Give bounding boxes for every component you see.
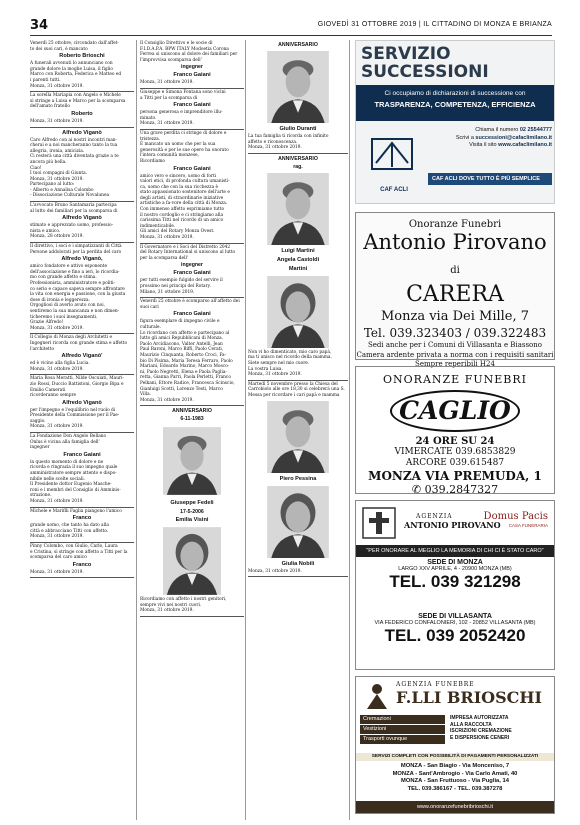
ad-pirovano-carera[interactable] xyxy=(355,212,555,368)
deceased-name: Alfredo Viganò xyxy=(62,129,102,136)
notice-text: Pinny Colombo, con Giulio, Carlo, Laura xyxy=(30,543,118,549)
notice-date: 17-5-2006 xyxy=(180,509,204,516)
notice-text: ingegner xyxy=(30,445,50,451)
obituary-notice xyxy=(30,334,134,375)
portrait-photo xyxy=(267,51,329,123)
notice-text: dell'amato fratello xyxy=(30,104,70,110)
obituary-notice xyxy=(30,508,134,543)
obituary-notice xyxy=(248,40,348,154)
ad-brioschi[interactable] xyxy=(355,676,555,814)
deceased-name: Franco Gaiani xyxy=(173,102,211,109)
notice-text: Non vi ho dimenticato, mio caro papà, xyxy=(248,349,332,355)
obituary-notice xyxy=(140,89,244,130)
notice-place-date: Monza, 31 ottobre 2019. xyxy=(30,534,84,540)
notice-place-date: Monza, 31 ottobre 2019. xyxy=(30,366,84,372)
column-divider xyxy=(245,40,246,820)
ad-service: Vestizioni xyxy=(360,725,445,734)
notice-text: ticheremo i suoi insegnamenti. xyxy=(30,314,98,320)
notice-text: per la scomparsa dell' xyxy=(140,255,189,261)
obituary-notice xyxy=(30,433,134,508)
notice-text: amico fondatore e attivo esponente xyxy=(30,264,108,270)
notice-text: Il Consiglio Direttivo e le socie di xyxy=(140,41,213,46)
notice-text: figura esemplare di impegno civile e xyxy=(140,319,220,325)
page-header xyxy=(30,18,552,36)
ad-brand: CAF ACLI xyxy=(432,176,458,182)
obituary-notice xyxy=(30,375,134,433)
notice-place-date: Monza, 31 ottobre 2019. xyxy=(140,608,194,614)
notice-text: artistiche a fa-vore della città di Monza. xyxy=(140,201,228,207)
ad-text: ISCRIZIONI CREMAZIONE xyxy=(450,728,512,734)
notice-text: Il Governatore e i Soci del Distretto 2042 xyxy=(140,244,231,250)
ad-address: MONZA VIA PREMUDA, 1 xyxy=(368,469,542,483)
notice-text: il nostro cordoglio e ci stringiamo alla xyxy=(140,212,224,218)
notice-text: ca, uomo che con la sua ricchezza è xyxy=(140,184,219,190)
deceased-name: Angela Castoldi xyxy=(276,256,320,263)
notice-place-date: Monza, 31 ottobre 2019. xyxy=(248,568,302,574)
ad-text: SERVIZI COMPLETI CON POSSIBILITÀ DI PAGAMENTI PERSONALIZZATI xyxy=(356,753,554,761)
ad-text: Visita il sito xyxy=(469,142,497,148)
ad-address: LARGO XXV APRILE, 4 - 20900 MONZA (MB) xyxy=(398,566,512,572)
notice-text: ancora più bella. xyxy=(30,159,67,165)
notice-date: 6-11-1983 xyxy=(180,416,204,423)
notice-text: co serio e capace sapeva sempre affrontare xyxy=(30,286,125,292)
deceased-name: Giulio Duranti xyxy=(279,126,317,132)
column-divider xyxy=(136,40,137,820)
notice-text: ricorderanno sempre xyxy=(30,393,77,399)
notice-text: carissima Titti nel ricordo di un amico xyxy=(140,218,224,224)
date-line: GIOVEDÌ 31 OTTOBRE 2019 | IL CITTADINO DI MONZA E BRIANZA xyxy=(317,21,552,28)
notice-text: dell'associazione e fino a ieri, lo ricordia- xyxy=(30,269,120,275)
notice-text: ed è vicino alla figlia Lucia. xyxy=(30,361,90,367)
ad-text: AGENZIA FUNEBRE xyxy=(396,681,475,688)
notice-title: rag. xyxy=(293,163,303,170)
ad-text: Chiama il numero xyxy=(475,127,519,133)
notice-text: mo con grande affetto e stima. xyxy=(30,275,97,281)
ad-caglio[interactable] xyxy=(355,366,555,494)
deceased-name: Franco Gaiani xyxy=(173,165,211,172)
obituary-column-1 xyxy=(30,40,134,820)
notice-text: persona generosa e imprenditore illu- xyxy=(140,110,223,116)
ad-address: MONZA - San Fruttuoso - Via Puglia, 14 xyxy=(401,778,509,784)
ad-header xyxy=(396,681,542,707)
notice-text: grande dolore la moglie Luisa, il figlio xyxy=(30,66,113,72)
notice-text: La Fondazione Don Angelo Bellano xyxy=(30,434,107,440)
notice-text: Onlus è vicina alla famiglia dell' xyxy=(30,439,100,445)
notice-text: Professionista, amministratore e politi- xyxy=(30,281,116,286)
notice-text: Ricordiamo xyxy=(140,158,166,164)
deceased-name: Franco xyxy=(72,561,92,568)
ad-address: Monza via Dei Mille, 7 xyxy=(380,309,530,324)
notice-text: La sorella Mariapia con Angelo e Michele xyxy=(30,93,121,99)
notice-text: prossimo nei principi del Rotary. xyxy=(140,284,211,289)
ad-text: di xyxy=(450,265,460,276)
notice-place-date: Monza, 31 ottobre 2019. xyxy=(140,397,194,403)
ad-banner xyxy=(356,85,554,121)
ad-text: CASA FUNERARIA xyxy=(508,523,548,528)
notice-place-date: Monza, 31 ottobre 2019. xyxy=(30,325,84,331)
deceased-name: Piero Pessina xyxy=(279,475,317,482)
ad-text: E DISPERSIONE CENERI xyxy=(450,734,510,741)
ad-phone: ARCORE 039.615487 xyxy=(405,458,505,468)
notice-text: ricorda e ringrazia il suo impegno quale xyxy=(30,465,118,471)
ad-text: Scrivi a xyxy=(455,134,474,141)
notice-text: Persone addolorati per la perdita del caro xyxy=(30,249,122,255)
deceased-name: Franco Gaiani xyxy=(63,451,101,458)
cross-logo-icon xyxy=(362,507,396,539)
notice-place-date: Monza, 31 ottobre 2019. xyxy=(30,176,84,182)
notice-text: strazione. xyxy=(30,493,52,499)
notice-text: si stringe a Luisa e Marco per la scomparsa xyxy=(30,98,126,104)
deceased-name: Alfredo Viganò xyxy=(62,215,102,222)
notice-place-date: Monza, 31 ottobre 2019. xyxy=(30,83,84,89)
notice-text: nista e amico. xyxy=(30,228,61,234)
notice-text: lutto gli amici Repubblicani di Monza. xyxy=(140,336,224,342)
notice-text: I tuoi compagni di Giunta. xyxy=(30,171,88,177)
deceased-name: Giuseppe Fedeli xyxy=(170,500,214,507)
ad-addresses xyxy=(356,763,554,793)
ad-text: Sedi anche per i Comuni di Villasanta e Biassono xyxy=(367,341,542,349)
ad-text: Ci occupiamo di dichiarazioni di successione con xyxy=(384,90,526,97)
page-number: 34 xyxy=(30,18,49,33)
notice-text: - Alberto e Annalisa Colombo xyxy=(30,187,94,193)
notice-text: allegria, ironia, amicizia. xyxy=(30,148,85,154)
notice-text: e Cristina, si stringe con affetto a Titti per la xyxy=(30,549,128,555)
ad-phone: 02 25544777 xyxy=(519,127,552,133)
obituary-notice xyxy=(140,406,244,617)
notice-heading: ANNIVERSARIO xyxy=(278,42,318,48)
deceased-name: Franco xyxy=(72,515,92,522)
deceased-name: Alfredo Viganò xyxy=(62,399,102,406)
notice-text: L'avvocato Bruno Santamaria partecipa xyxy=(30,203,117,209)
notice-place-date: Monza, 31 ottobre 2019. xyxy=(140,80,194,86)
notice-text: to dei suoi cari, è mancato xyxy=(30,46,88,52)
notice-heading: ANNIVERSARIO xyxy=(172,408,212,415)
acli-logo-icon xyxy=(370,133,414,177)
notice-place-date: Monza, 31 ottobre 2019. xyxy=(30,499,84,504)
notice-text: città e abbracciano Titti con affetto. xyxy=(30,528,109,534)
ad-phone: TEL. 039.386167 - TEL. 039.387278 xyxy=(407,785,503,792)
ad-brand: Domus Pacis xyxy=(483,511,548,522)
notice-text: Il Collegio di Monza degli Architetti e xyxy=(30,335,112,341)
notice-text: Grazie Alfredo! xyxy=(30,320,64,326)
notice-place-date: Monza, 31 ottobre 2019. xyxy=(248,372,302,378)
notice-text: amico vero e sincero, uomo di forti xyxy=(140,173,217,179)
notice-text: Paolo Arcidiacono, Valter Antelli, Jean xyxy=(140,341,223,347)
notice-text: retta, Gianna Parri, Paola Perletti, Franco xyxy=(140,375,231,381)
notice-text: Villa. xyxy=(140,392,152,398)
notice-text: scomparsa del caro amico xyxy=(30,555,87,561)
notice-text: per tutti esempio fulgido del servire il xyxy=(140,278,223,284)
deceased-name: Franco Gaiani xyxy=(173,311,211,318)
notice-text: ma ti unisco nel ricordo della mamma. xyxy=(248,355,332,361)
notice-text: Ci resterà una città diventata grazie a te xyxy=(30,154,119,160)
ad-text: AGENZIA xyxy=(416,513,453,520)
notice-text: generosità e per le sue opere ha onorato xyxy=(140,147,229,153)
ad-header xyxy=(356,501,554,543)
angel-logo-icon xyxy=(364,681,390,711)
ad-title: CARERA xyxy=(406,282,504,307)
notice-text: indimenticabile. xyxy=(140,223,176,229)
notice-text: Paul Baroni, Marco Biffi, Paolo Cerati, xyxy=(140,347,224,353)
notice-text: Partecipano al lutto: xyxy=(30,182,75,188)
ad-office xyxy=(356,613,554,646)
ad-agenzia-pirovano[interactable] xyxy=(355,500,555,670)
ad-address: MONZA - San Biagio - Via Monceniso, 7 xyxy=(400,763,510,769)
deceased-name: Giulia Nobili xyxy=(281,560,315,567)
portrait-photo xyxy=(267,276,329,348)
ad-address: VIA FEDERICO CONFALONIERI, 102 - 20852 VILLASANTA (MB) xyxy=(374,620,536,626)
obituary-notice xyxy=(140,40,244,89)
ad-service: Trasporti ovunque xyxy=(360,735,445,744)
ad-phone: TEL. 039 321298 xyxy=(389,572,521,591)
notice-text: la vita con energia e passione, con la giusta xyxy=(30,292,126,298)
notice-text: valori etici, di profonda cultura umanisti- xyxy=(140,179,230,185)
notice-text: ni, Paolo Negretti, Elena e Paola Paglia- xyxy=(140,369,227,375)
obituary-notice xyxy=(30,40,134,92)
notice-text: Maria Rosa Meratti, Nilde Oscuiati, Mauri- xyxy=(30,376,124,382)
obituary-column-3 xyxy=(248,40,348,820)
notice-text: Ciao! xyxy=(30,165,42,171)
deceased-name: Franco Gaiani xyxy=(173,270,211,277)
ad-office xyxy=(356,559,554,592)
ad-contact xyxy=(436,127,552,150)
portrait-photo xyxy=(267,173,329,245)
ad-text: Camera ardente privata a norma con i requisiti sanitari xyxy=(356,350,554,359)
notice-text: minato. xyxy=(140,115,157,121)
notice-text: culturale. xyxy=(140,324,161,330)
notice-place-date: Monza, 31 ottobre 2019. xyxy=(248,145,302,151)
notice-text: Una grave perdita ci stringe di dolore e xyxy=(140,130,227,136)
notice-text: Ferrea si uniscono al dolore dei familiari per xyxy=(140,52,238,58)
notice-text: Gli amici del Rotary Monza Ovest. xyxy=(140,229,215,235)
notice-place-date: Monza, 31 ottobre 2019. xyxy=(30,424,84,430)
notice-text: roni e i membri del Consiglio di Amminis- xyxy=(30,487,121,493)
notice-text: per l'impegno e l'equilibrio nel ruolo di xyxy=(30,407,116,413)
notice-text: al lutto dei familiari per la scomparsa di xyxy=(30,208,118,214)
notice-text: Con immenso affetto esprimiamo tutto xyxy=(140,207,225,213)
notice-text: l'architetto xyxy=(30,346,55,352)
notice-text: nibile nelle scelte sociali. xyxy=(30,476,85,482)
ad-title: SUCCESSIONI xyxy=(361,62,489,82)
column-divider xyxy=(349,40,350,820)
obituary-notice xyxy=(30,243,134,334)
ad-text: IMPRESA AUTORIZZATA xyxy=(450,715,509,721)
ad-service: Cremazioni xyxy=(360,715,445,724)
notice-text: Pelkani, Ettore Radice, Francesca Scinscio, xyxy=(140,380,235,386)
notice-place-date: Monza, 31 ottobre 2019. xyxy=(30,569,84,575)
obituary-notice xyxy=(140,130,244,244)
notice-text: F.I.D.A.P.A. BPW ITALY Modoetia Corona xyxy=(140,46,229,52)
obituary-column-2 xyxy=(140,40,244,820)
ad-phone: Tel. 039.323403 / 039.322483 xyxy=(363,326,547,340)
ad-title-text: Antonio Pirovano xyxy=(363,230,547,254)
deceased-name: Martini xyxy=(288,265,308,272)
deceased-name: Alfredo Viganò, xyxy=(61,256,103,263)
notice-text: stato appassionato sostenitore dell'arte e xyxy=(140,190,230,196)
obituary-notice xyxy=(30,92,134,127)
ad-slogan: DOVE TUTTO È PIÙ SEMPLICE xyxy=(459,176,540,182)
notice-text: l'improvvisa scomparsa dell' xyxy=(140,57,202,63)
notice-text: Martedì 5 novembre presso la Chiesa del xyxy=(248,381,338,387)
notice-text: Il direttivo, i soci e i simpatizzanti di Città xyxy=(30,244,122,250)
notice-text: i parenti tutti. xyxy=(30,77,61,83)
ad-title: F.LLI BRIOSCHI xyxy=(396,688,543,707)
notice-text: Venerdì 25 ottobre, circondato dall'affet- xyxy=(30,41,119,46)
notice-text: Venerdì 25 ottobre è scomparso all'affetto dei xyxy=(140,299,240,305)
ad-site: www.onoranzefunebribrioschi.it xyxy=(356,801,554,813)
ad-title: ANTONIO PIROVANO xyxy=(404,520,501,530)
obituary-notice xyxy=(248,154,348,381)
notice-text: Giuseppe e Simona Fontana sono vicini xyxy=(140,89,226,95)
notice-text: degli artisti, di straordinarie iniziative xyxy=(140,195,224,201)
ad-site: www.cafaclimilano.it xyxy=(498,142,552,148)
notice-text: saggio. xyxy=(30,418,46,424)
obituary-notice xyxy=(140,244,244,299)
ad-services xyxy=(360,715,445,745)
notice-text: sentiremo la sua mancanza e non dimen- xyxy=(30,308,120,314)
notice-text: stimato e apprezzato uomo, professio- xyxy=(30,223,114,229)
notice-text: Marco con Roberta, Federica e Matteo ed xyxy=(30,72,122,78)
deceased-name: Roberto xyxy=(71,110,93,117)
notice-text: Orgogliosi di averlo avuto con noi, xyxy=(30,303,106,309)
ad-text: ONORANZE FUNEBRI xyxy=(383,373,527,386)
notice-place-date: Monza, 31 ottobre 2019. xyxy=(140,235,194,241)
ad-motto: "PER ONORARE AL MEGLIO LA MEMORIA DI CHI CI È STATO CARO" xyxy=(356,545,554,557)
notice-text: dose di ironia e leggerezza. xyxy=(30,297,90,303)
ad-office-title: SEDE DI VILLASANTA xyxy=(418,613,492,620)
notice-text: l'intera comunità monzese, xyxy=(140,153,199,159)
notice-text: Il Presidente dottor Eugenio Masche- xyxy=(30,482,112,488)
obituary-notice xyxy=(248,381,348,577)
notice-place-date: Milano, 31 ottobre 2019. xyxy=(140,289,195,295)
ad-office-title: SEDE DI MONZA xyxy=(427,559,483,566)
deceased-name: Roberto Brioschi xyxy=(59,53,105,60)
notice-place-date: Monza, 31 ottobre 2019. xyxy=(30,118,84,124)
notice-text: zio Rossi, Duccio Battistoni, Giorgio Bipa e xyxy=(30,381,124,387)
notice-place-date: Monza, 28 ottobre 2019. xyxy=(30,234,84,240)
ad-title xyxy=(356,230,554,283)
ad-footer xyxy=(428,173,552,185)
ad-title: SERVIZIO xyxy=(361,44,451,64)
notice-text: in questo momento di dolore e ne xyxy=(30,459,104,465)
ad-text: 24 ORE SU 24 xyxy=(415,436,495,447)
notice-text: suoi cari xyxy=(140,304,159,310)
notice-text: Maurizio Cinquanta, Roberto Croci, Fa- xyxy=(140,352,227,358)
notice-title: ingegner xyxy=(181,64,203,71)
notice-text: Lo ricordano con affetto e partecipano al xyxy=(140,330,230,336)
obituary-notice xyxy=(140,298,244,406)
ad-text: Sempre reperibili H24 xyxy=(415,360,495,368)
notice-text: Ricordiamo con affetto i nostri genitori, xyxy=(140,597,227,603)
notice-text: amministratore sempre attento e dispo- xyxy=(30,471,117,477)
ad-phone: TEL. 039 2052420 xyxy=(384,626,526,645)
ad-text: Onoranze Funebri xyxy=(408,219,502,230)
portrait-photo xyxy=(267,401,329,473)
notice-text: Siete sempre nel mio cuore. xyxy=(248,360,310,366)
notice-text: a Titti per la scomparsa di xyxy=(140,95,198,101)
notice-heading: ANNIVERSARIO xyxy=(278,155,318,162)
notice-text: La tua famiglia ti ricorda con infinito xyxy=(248,134,329,139)
deceased-name: Luigi Martini xyxy=(281,247,315,254)
notice-place-date: Monza, 31 ottobre 2019. xyxy=(140,121,194,127)
notice-text: - Dissociazione Culturale Novalunea xyxy=(30,193,110,199)
ad-text: ALLA RACCOLTA xyxy=(450,721,492,728)
ad-authorization xyxy=(450,715,550,741)
notice-text: Mariani, Edoardo Marino, Marco Mosco- xyxy=(140,364,230,370)
ad-servizio-successioni[interactable] xyxy=(355,40,555,204)
notice-text: bio Di Pisima, Maria Teresa Ferraro, Paolo xyxy=(140,358,233,364)
ad-text: TRASPARENZA, COMPETENZA, EFFICIENZA xyxy=(374,100,536,109)
deceased-name: Franco Gaiani xyxy=(173,72,211,79)
notice-text: Ingegneri ricorda con grande stima e affetto xyxy=(30,340,128,346)
ad-email: successioni@cafaclimilano.it xyxy=(475,134,552,141)
notice-text: Gianluigi Scotti, Lorenzo Testi, Marco xyxy=(140,386,223,392)
deceased-name: Emilia Visini xyxy=(175,517,209,524)
notice-text: Michele e Mariflli Faglia piangono l'amico xyxy=(30,508,122,514)
obituary-notice xyxy=(30,128,134,203)
ad-brand: CAF ACLI xyxy=(380,187,408,193)
obituary-notice xyxy=(30,543,134,578)
notice-text: affetto e riconoscenza. xyxy=(248,139,298,145)
notice-text: grande uomo, che tanto ha dato alla xyxy=(30,523,109,529)
portrait-photo xyxy=(163,527,221,595)
deceased-name: Alfredo Viganò' xyxy=(61,353,103,360)
notice-text: È mancato un uomo che per la sua xyxy=(140,142,216,148)
notice-text: Presidente della Commissione per il Pae- xyxy=(30,413,120,419)
portrait-photo xyxy=(267,486,329,558)
notice-text: cherai e a noi mancheranno tanto la tua xyxy=(30,143,118,149)
caglio-logo: CAGLIO xyxy=(390,390,520,432)
ad-phone: VIMERCATE 039.6853829 xyxy=(394,447,516,457)
notice-title: ingegner xyxy=(181,262,203,269)
notice-text: A funerali avvenuti lo annunciano con xyxy=(30,61,113,67)
notice-text: del Rotary International si uniscono al lutto xyxy=(140,250,236,256)
notice-text: Emilio Camerati xyxy=(30,387,66,393)
obituary-notice xyxy=(30,202,134,243)
portrait-photo xyxy=(163,425,221,497)
notice-text: Carrobiolo alle ore 18,30 si celebrerà una S. xyxy=(248,387,345,393)
ad-phone: ✆ 039.2847327 xyxy=(411,483,499,496)
notice-text: Messa per ricordare i cari papà e mamma xyxy=(248,392,340,398)
notice-text: Caro Alfredo con ai nostri incontri man- xyxy=(30,137,118,143)
notice-text: La vostra Luisa. xyxy=(248,366,283,372)
notice-text: sempre vivi nei nostri cuori. xyxy=(140,602,202,608)
notice-text: tristezza. xyxy=(140,136,161,142)
ad-address: MONZA - Sant'Ambrogio - Via Carlo Amati, 40 xyxy=(392,770,518,777)
